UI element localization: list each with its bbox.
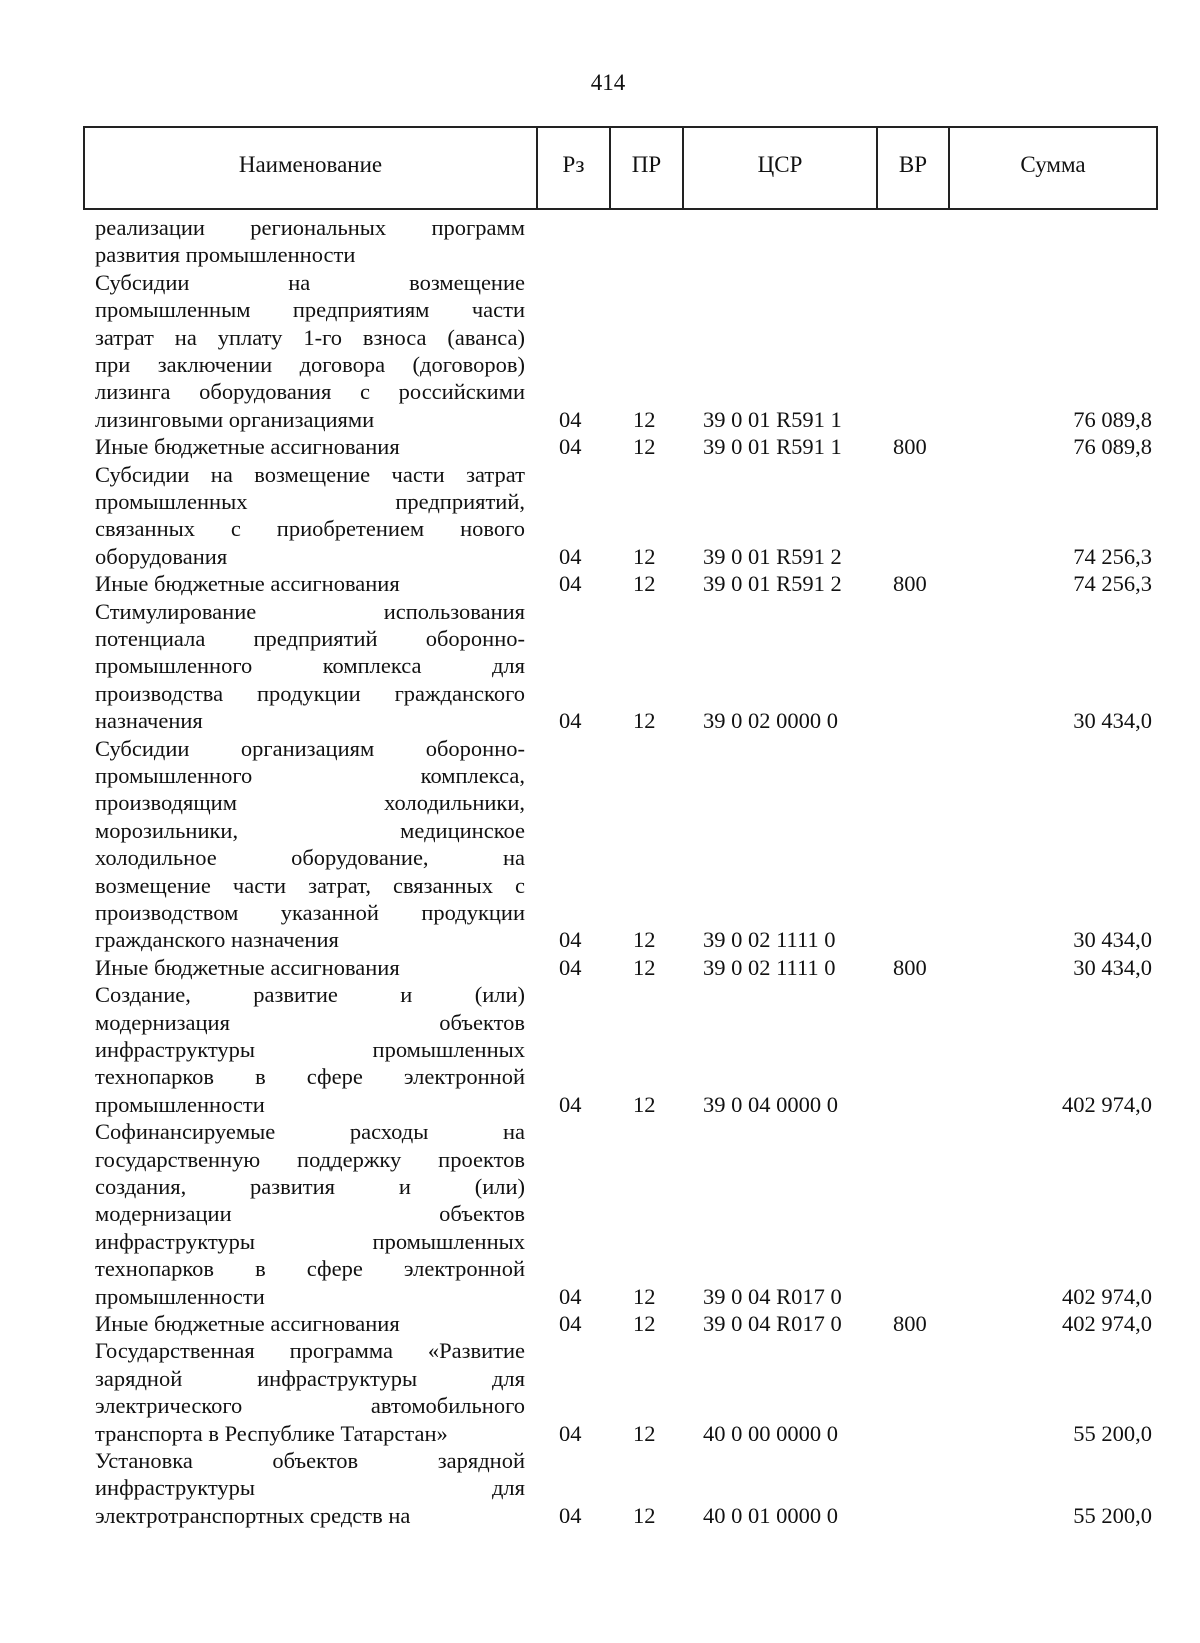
row-name-line: технопарков в сфере электронной <box>95 1256 525 1282</box>
row-name-line: Установка объектов зарядной <box>95 1448 525 1473</box>
row-pr: 12 <box>633 708 656 734</box>
row-rz: 04 <box>559 571 582 597</box>
row-pr: 12 <box>633 1502 656 1528</box>
row-name-line: инфраструктуры промышленных <box>95 1228 525 1254</box>
row-pr: 12 <box>633 1420 656 1446</box>
row-csr: 39 0 01 R591 2 <box>703 571 842 597</box>
row-rz: 04 <box>559 1502 582 1528</box>
row-csr: 39 0 01 R591 1 <box>703 434 842 460</box>
row-name-line: промышленных предприятий, <box>95 488 525 514</box>
row-name <box>95 954 525 981</box>
row-name <box>95 1447 525 1529</box>
row-name-line: промышленности <box>95 1283 265 1309</box>
row-pr: 12 <box>633 1283 656 1309</box>
row-rz: 04 <box>559 1283 582 1309</box>
row-name-line: Стимулирование использования <box>95 598 525 624</box>
row-sum: 76 089,8 <box>1073 434 1152 460</box>
header-vr: ВР <box>878 128 950 208</box>
row-sum: 55 200,0 <box>1073 1502 1152 1528</box>
row-name-line: производством указанной продукции <box>95 899 525 925</box>
row-name-line: Субсидии организациям оборонно- <box>95 735 525 761</box>
row-name-line: транспорта в Республике Татарстан» <box>95 1420 448 1446</box>
row-sum: 76 089,8 <box>1073 406 1152 432</box>
row-csr: 39 0 04 R017 0 <box>703 1283 842 1309</box>
row-name-line: затрат на уплату 1-го взноса (аванса) <box>95 324 525 350</box>
row-name-line: промышленного комплекса для <box>95 653 525 679</box>
row-rz: 04 <box>559 543 582 569</box>
row-vr: 800 <box>893 1311 927 1336</box>
row-sum: 402 974,0 <box>1062 1311 1152 1336</box>
row-name-line: Создание, развитие и (или) <box>95 982 525 1008</box>
row-name-line: производящим холодильники, <box>95 790 525 816</box>
row-sum: 74 256,3 <box>1073 543 1152 569</box>
row-name-line: возмещение части затрат, связанных с <box>95 872 525 898</box>
row-name-line: Субсидии на возмещение <box>95 269 525 295</box>
row-vr: 800 <box>893 434 927 460</box>
row-name-line: назначения <box>95 708 203 734</box>
row-name-line: Государственная программа «Развитие <box>95 1338 525 1364</box>
row-name-line: морозильники, медицинское <box>95 817 525 843</box>
row-csr: 39 0 02 1111 0 <box>703 927 836 953</box>
row-name <box>95 598 525 735</box>
row-rz: 04 <box>559 1311 582 1336</box>
header-sum: Сумма <box>1020 152 1086 177</box>
row-pr: 12 <box>633 1311 656 1336</box>
row-name-line: инфраструктуры промышленных <box>95 1036 525 1062</box>
header-rz: Рз <box>538 128 611 208</box>
row-name <box>95 1118 525 1310</box>
row-csr: 40 0 01 0000 0 <box>703 1502 838 1528</box>
row-name-line: потенциала предприятий оборонно- <box>95 625 525 651</box>
row-pr: 12 <box>633 571 656 597</box>
row-name-line: электрического автомобильного <box>95 1393 525 1419</box>
row-name-line: оборудования <box>95 543 228 569</box>
row-name <box>95 269 525 433</box>
row-name-line: электротранспортных средств на <box>95 1502 411 1528</box>
row-rz: 04 <box>559 1420 582 1446</box>
row-rz: 04 <box>559 927 582 953</box>
row-sum: 30 434,0 <box>1073 954 1152 980</box>
row-pr: 12 <box>633 927 656 953</box>
row-vr: 800 <box>893 571 927 597</box>
row-sum: 74 256,3 <box>1073 571 1152 597</box>
row-sum: 30 434,0 <box>1073 708 1152 734</box>
row-pr: 12 <box>633 434 656 460</box>
row-name-line: лизинга оборудования с российскими <box>95 379 525 405</box>
row-pr: 12 <box>633 543 656 569</box>
row-name <box>95 735 525 954</box>
row-name-line: Иные бюджетные ассигнования <box>95 434 400 460</box>
header-name: Наименование <box>85 128 538 208</box>
row-name <box>95 570 525 597</box>
row-name <box>95 461 525 571</box>
table-header <box>83 126 1158 210</box>
row-name-line: государственную поддержку проектов <box>95 1146 525 1172</box>
row-csr: 39 0 04 R017 0 <box>703 1311 842 1336</box>
row-rz: 04 <box>559 434 582 460</box>
page-number: 414 <box>590 70 626 95</box>
row-sum: 55 200,0 <box>1073 1420 1152 1446</box>
row-name-line: промышленности <box>95 1091 265 1117</box>
row-name <box>95 214 525 269</box>
row-rz: 04 <box>559 406 582 432</box>
row-csr: 39 0 02 0000 0 <box>703 708 838 734</box>
row-rz: 04 <box>559 954 582 980</box>
row-name-line: инфраструктуры для <box>95 1475 525 1501</box>
row-name-line: развития промышленности <box>95 242 356 268</box>
row-name-line: гражданского назначения <box>95 927 339 953</box>
row-name-line: Иные бюджетные ассигнования <box>95 954 400 980</box>
row-sum: 402 974,0 <box>1062 1283 1152 1309</box>
row-pr: 12 <box>633 406 656 432</box>
row-csr: 39 0 01 R591 1 <box>703 406 842 432</box>
row-name-line: холодильное оборудование, на <box>95 845 525 871</box>
row-name <box>95 1337 525 1447</box>
row-name-line: зарядной инфраструктуры для <box>95 1365 525 1391</box>
row-sum: 402 974,0 <box>1062 1091 1152 1117</box>
row-name-line: Иные бюджетные ассигнования <box>95 1311 400 1336</box>
row-name-line: Софинансируемые расходы на <box>95 1119 525 1145</box>
header-csr: ЦСР <box>684 128 878 208</box>
row-name <box>95 433 525 460</box>
row-csr: 39 0 01 R591 2 <box>703 543 842 569</box>
row-rz: 04 <box>559 1091 582 1117</box>
row-name-line: связанных с приобретением нового <box>95 516 525 542</box>
row-name-line: лизинговыми организациями <box>95 406 375 432</box>
row-name <box>95 981 525 1118</box>
row-name-line: технопарков в сфере электронной <box>95 1064 525 1090</box>
row-pr: 12 <box>633 954 656 980</box>
row-name-line: модернизация объектов <box>95 1009 525 1035</box>
header-pr: ПР <box>611 128 684 208</box>
row-csr: 39 0 04 0000 0 <box>703 1091 838 1117</box>
row-csr: 39 0 02 1111 0 <box>703 954 836 980</box>
row-name-line: создания, развития и (или) <box>95 1173 525 1199</box>
row-name-line: производства продукции гражданского <box>95 680 525 706</box>
row-name-line: Субсидии на возмещение части затрат <box>95 461 525 487</box>
row-name <box>95 1310 525 1337</box>
row-name-line: реализации региональных программ <box>95 215 525 240</box>
row-name-line: при заключении договора (договоров) <box>95 351 525 377</box>
row-name-line: Иные бюджетные ассигнования <box>95 571 400 597</box>
row-rz: 04 <box>559 708 582 734</box>
row-csr: 40 0 00 0000 0 <box>703 1420 838 1446</box>
row-pr: 12 <box>633 1091 656 1117</box>
row-vr: 800 <box>893 954 927 980</box>
row-name-line: модернизации объектов <box>95 1201 525 1227</box>
row-name-line: промышленным предприятиям части <box>95 297 525 323</box>
row-sum: 30 434,0 <box>1073 927 1152 953</box>
row-name-line: промышленного комплекса, <box>95 762 525 788</box>
